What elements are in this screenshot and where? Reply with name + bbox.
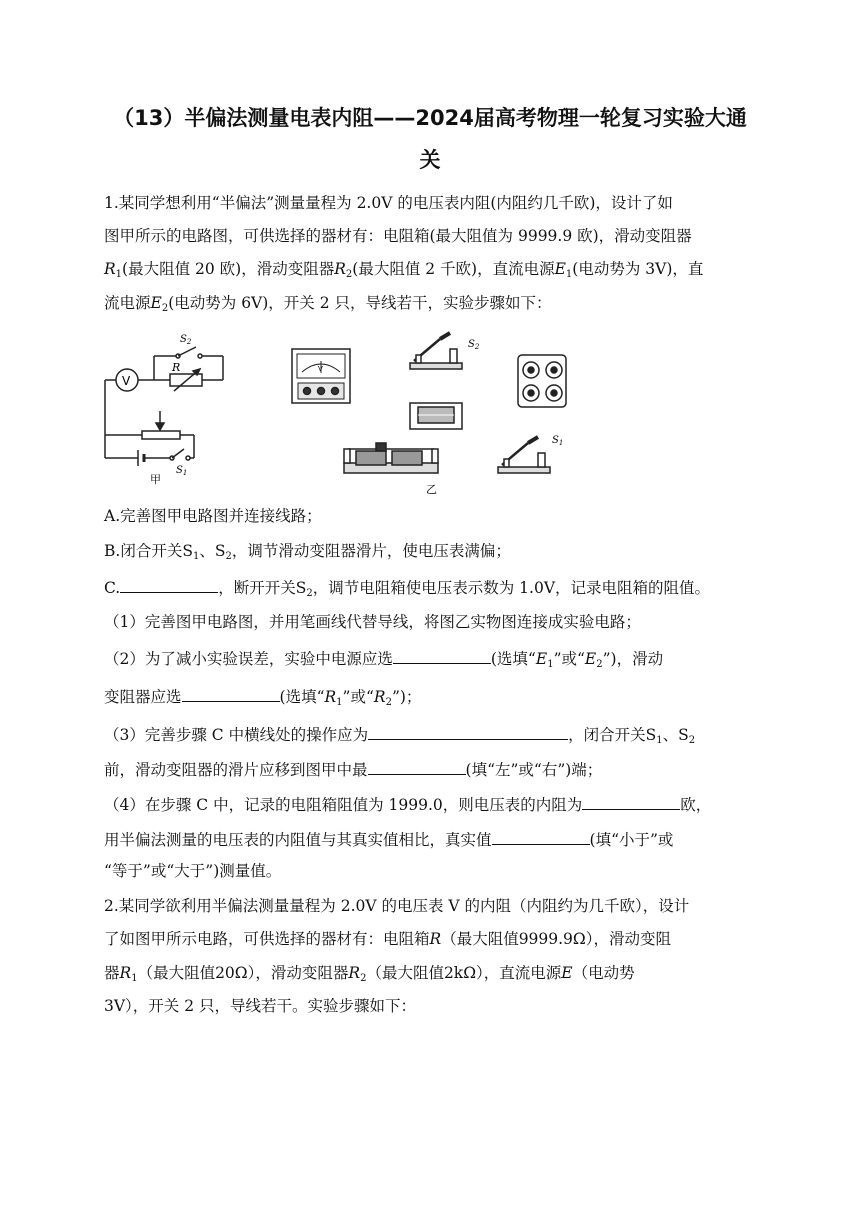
q1-part-3-cont: 前，滑动变阻器的滑片应移到图甲中最 (填“左”或“右”)端； [104,758,602,781]
q1-part-2-cont: 变阻器应选 (选填“$R_1$”或“$R_2$”)； [104,685,421,714]
switch-label-s1: $S_1$ [176,465,188,477]
knife-switch-s1-label: $S_1$ [552,435,564,447]
q2-line-2: 了如图甲所示电路，可供选择的器材有：电阻箱R（最大阻值9999.9Ω），滑动变阻 [104,930,672,948]
answer-blank-step-c-operation[interactable] [368,723,568,740]
q1-line-4: 流电源$E_2$(电动势为 6V)，开关 2 只，导线若干，实验步骤如下： [104,294,552,314]
page-title-cont: 关 [419,148,441,172]
answer-blank-resistance[interactable] [582,793,680,810]
voltmeter-device [292,349,350,403]
answer-blank-comparison[interactable] [492,828,590,845]
answer-blank-slider-side[interactable] [368,758,466,775]
voltmeter-symbol: V [122,374,131,388]
resistance-box-device [518,355,566,407]
answer-blank-power-source[interactable] [393,647,491,664]
answer-blank-step-c[interactable] [120,576,218,593]
q1-step-b: B.闭合开关$S_1$、$S_2$，调节滑动变阻器滑片，使电压表满偏； [104,542,511,562]
q1-step-a: A.完善图甲电路图并连接线路； [104,507,322,525]
q2-line-3: 器$R_1$（最大阻值20Ω），滑动变阻器$R_2$（最大阻值2kΩ），直流电源E（电动势 [104,964,635,984]
circuit-figure [100,325,580,497]
answer-blank-rheostat[interactable] [182,685,280,702]
switch-label-s2: $S_2$ [180,334,192,346]
knife-switch-s2 [410,333,462,369]
q1-part-1: （1）完善图甲电路图，并用笔画线代替导线，将图乙实物图连接成实验电路； [104,613,641,631]
circuit-diagram-jia [105,347,223,466]
q2-line-1: 2.某同学欲利用半偏法测量量程为 2.0V 的电压表 V 的内阻（内阻约为几千欧），设计 [104,897,690,915]
slide-rheostat-device [344,443,438,473]
q1-part-2: （2）为了减小实验误差，实验中电源应选 (选填“$E_1$”或“$E_2$”)，滑动 [104,647,663,676]
q2-line-4: 3V），开关 2 只，导线若干。实验步骤如下： [104,997,417,1015]
q1-part-4: （4）在步骤 C 中，记录的电阻箱阻值为 1999.0，则电压表的内阻为 欧， [104,793,711,816]
q1-part-4-cont: 用半偏法测量的电压表的内阻值与其真实值相比，真实值 (填“小于”或 [104,828,673,851]
battery-device [410,403,462,429]
page-title: （13）半偏法测量电表内阻——2024届高考物理一轮复习实验大通 [113,106,747,130]
knife-switch-s2-label: $S_2$ [468,339,480,351]
knife-switch-s1 [498,437,550,473]
resistor-label-r: R [172,361,181,374]
q1-line-1: 1.某同学想利用“半偏法”测量量程为 2.0V 的电压表内阻(内阻约几千欧)，设计了如 [104,194,673,212]
figure-label-yi: 乙 [426,483,437,496]
q1-part-3: （3）完善步骤 C 中横线处的操作应为 ，闭合开关$S_1$、$S_2$ [104,723,695,752]
q1-line-3: $R_1$(最大阻值 20 欧)，滑动变阻器$R_2$(最大阻值 2 千欧)，直流电源$E_1$(电动势为 3V)，直 [104,260,704,280]
q1-line-2: 图甲所示的电路图，可供选择的器材有：电阻箱(最大阻值为 9999.9 欧)，滑动变阻器 [104,227,692,245]
voltmeter-device-label: V [318,365,323,373]
figure-label-jia: 甲 [150,473,161,486]
q1-part-4-end: “等于”或“大于”)测量值。 [104,862,282,880]
q1-step-c: C. ，断开开关$S_2$，调节电阻箱使电压表示数为 1.0V，记录电阻箱的阻值。 [104,576,710,605]
